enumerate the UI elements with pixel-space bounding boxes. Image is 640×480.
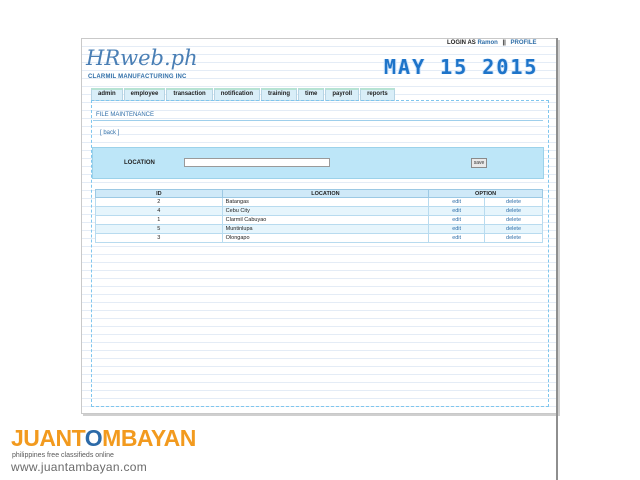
app-logo: HRweb.ph — [86, 46, 198, 70]
login-separator: || — [502, 40, 506, 46]
edit-link[interactable]: edit — [429, 198, 485, 207]
delete-link[interactable]: delete — [485, 198, 543, 207]
window-edge-lower — [556, 412, 558, 480]
title-divider — [93, 120, 543, 121]
watermark-brand-blue: MBAYAN — [102, 425, 196, 451]
delete-link[interactable]: delete — [485, 234, 543, 243]
watermark-tagline: philippines free classifieds online — [12, 452, 114, 459]
tab-notification[interactable]: notification — [214, 88, 260, 101]
save-button[interactable]: save — [471, 158, 487, 168]
tab-payroll[interactable]: payroll — [325, 88, 359, 101]
window-edge — [556, 38, 558, 412]
column-header-option: OPTION — [429, 190, 543, 198]
tab-transaction[interactable]: transaction — [166, 88, 212, 101]
tab-reports[interactable]: reports — [360, 88, 395, 101]
table-row — [96, 234, 543, 243]
table-header-row — [96, 190, 543, 198]
tab-employee[interactable]: employee — [124, 88, 166, 101]
login-user: Ramon — [477, 40, 498, 46]
watermark-brand-orange: JUANT — [11, 425, 85, 451]
profile-link[interactable]: PROFILE — [510, 40, 537, 46]
delete-link[interactable]: delete — [485, 216, 543, 225]
delete-link[interactable]: delete — [485, 225, 543, 234]
table-row — [96, 207, 543, 216]
column-header-id: ID — [96, 190, 223, 198]
edit-link[interactable]: edit — [429, 207, 485, 216]
login-info — [447, 40, 537, 46]
edit-link[interactable]: edit — [429, 225, 485, 234]
watermark-logo — [11, 425, 196, 452]
row-id: 2 — [96, 198, 223, 207]
tab-time[interactable]: time — [298, 88, 324, 101]
row-id: 4 — [96, 207, 223, 216]
login-prefix: LOGIN AS — [447, 40, 476, 46]
column-header-location: LOCATION — [222, 190, 429, 198]
row-location: Clarmil Cabuyao — [222, 216, 429, 225]
table-row — [96, 198, 543, 207]
edit-link[interactable]: edit — [429, 234, 485, 243]
back-link[interactable]: [ back ] — [100, 130, 120, 136]
delete-link[interactable]: delete — [485, 207, 543, 216]
row-id: 3 — [96, 234, 223, 243]
company-name: CLARMIL MANUFACTURING INC — [88, 74, 187, 80]
location-input[interactable] — [184, 158, 330, 167]
edit-link[interactable]: edit — [429, 216, 485, 225]
row-id: 5 — [96, 225, 223, 234]
row-location: Olongapo — [222, 234, 429, 243]
page-title: FILE MAINTENANCE — [96, 112, 155, 118]
row-location: Batangas — [222, 198, 429, 207]
tab-training[interactable]: training — [261, 88, 297, 101]
watermark-brand-mid: O — [84, 425, 103, 451]
tab-admin[interactable]: admin — [91, 88, 123, 101]
location-label: LOCATION — [124, 160, 155, 166]
date-display: MAY 15 2015 — [384, 55, 539, 79]
row-location: Cebu City — [222, 207, 429, 216]
watermark-url: www.juantambayan.com — [11, 460, 148, 474]
row-location: Muntinlupa — [222, 225, 429, 234]
row-id: 1 — [96, 216, 223, 225]
table-row — [96, 216, 543, 225]
locations-table — [95, 189, 543, 243]
table-row — [96, 225, 543, 234]
